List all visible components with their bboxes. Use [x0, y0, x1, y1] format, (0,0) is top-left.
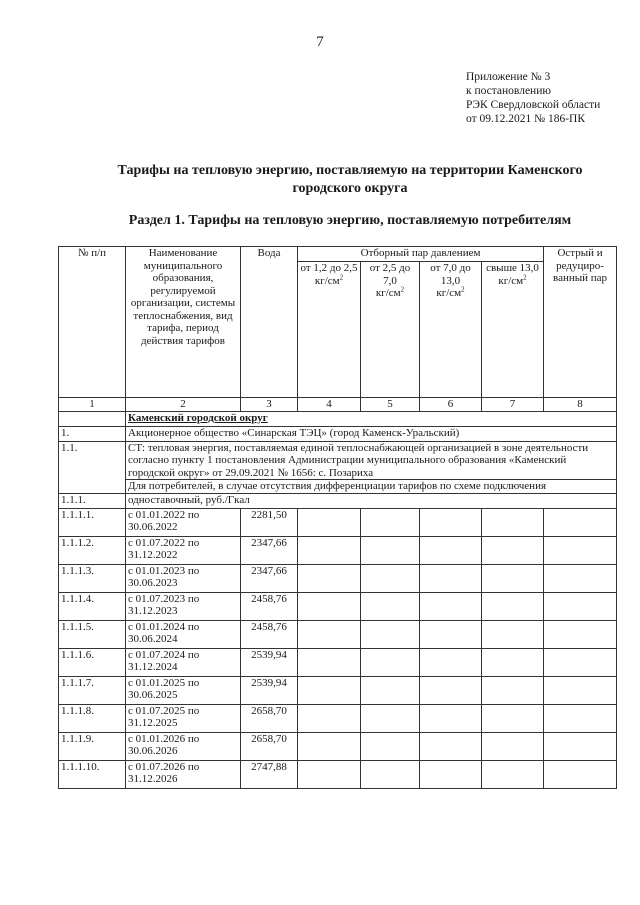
header-pressure-2: от 2,5 до 7,0 $кг/см^2$ — [361, 262, 420, 398]
column-number: 5 — [361, 398, 420, 412]
period-number: 1.1.1.10. — [59, 760, 126, 788]
row-number: 1.1. — [59, 441, 126, 493]
water-tariff-value: 2347,66 — [241, 564, 298, 592]
period-range: с 01.01.2024 по 30.06.2024 — [126, 620, 241, 648]
empty-cell — [420, 592, 482, 620]
column-number: 2 — [126, 398, 241, 412]
document-title — [80, 162, 620, 198]
empty-cell — [361, 564, 420, 592]
empty-cell — [298, 732, 361, 760]
empty-cell — [482, 704, 544, 732]
water-tariff-value: 2281,50 — [241, 508, 298, 536]
column-number: 8 — [544, 398, 617, 412]
header-num: № п/п — [59, 247, 126, 398]
title-line: Тарифы на тепловую энергию, поставляемую на территории Каменского — [117, 163, 583, 178]
empty-cell — [298, 564, 361, 592]
table-row — [59, 564, 617, 592]
column-number: 6 — [420, 398, 482, 412]
empty-cell — [544, 676, 617, 704]
empty-cell — [298, 676, 361, 704]
empty-cell — [361, 508, 420, 536]
table-row — [59, 648, 617, 676]
row-number: 1. — [59, 426, 126, 441]
table-row — [59, 732, 617, 760]
column-number: 1 — [59, 398, 126, 412]
header-pressure-1: от 1,2 до 2,5 $кг/см^2$ — [298, 262, 361, 398]
empty-cell — [420, 564, 482, 592]
table-row — [59, 760, 617, 788]
system-row — [59, 441, 617, 480]
empty-cell — [544, 564, 617, 592]
district-row — [59, 411, 617, 426]
period-range: с 01.01.2025 по 30.06.2025 — [126, 676, 241, 704]
empty-cell — [361, 648, 420, 676]
system-description: СТ: тепловая энергия, поставляемая единой теплоснабжающей организацией в зоне деятельности согласно пункту 1 постановления Администрации муниципального образования «Каменский городской округ» от 29.09.2021 № 1656: с. Позариха — [126, 441, 617, 480]
empty-cell — [544, 648, 617, 676]
period-number: 1.1.1.1. — [59, 508, 126, 536]
period-range: с 01.07.2024 по 31.12.2024 — [126, 648, 241, 676]
empty-cell — [482, 536, 544, 564]
column-number: 4 — [298, 398, 361, 412]
appendix-line: РЭК Свердловской области — [466, 99, 601, 111]
organization-row — [59, 426, 617, 441]
empty-cell — [361, 704, 420, 732]
empty-cell — [420, 620, 482, 648]
empty-cell — [298, 648, 361, 676]
header-steam-group: Отборный пар давлением — [298, 247, 544, 262]
header-pressure-3: от 7,0 до 13,0 $кг/см^2$ — [420, 262, 482, 398]
table-row — [59, 704, 617, 732]
empty-cell — [298, 704, 361, 732]
period-number: 1.1.1.7. — [59, 676, 126, 704]
empty-cell — [420, 648, 482, 676]
water-tariff-value: 2458,76 — [241, 620, 298, 648]
header-pressure-4: свыше 13,0 $кг/см^2$ — [482, 262, 544, 398]
empty-cell — [361, 592, 420, 620]
water-tariff-value: 2539,94 — [241, 676, 298, 704]
column-number-row — [59, 398, 617, 412]
empty-cell — [544, 732, 617, 760]
empty-cell — [420, 676, 482, 704]
empty-cell — [544, 508, 617, 536]
water-tariff-value: 2458,76 — [241, 592, 298, 620]
water-tariff-value: 2658,70 — [241, 732, 298, 760]
empty-cell — [361, 732, 420, 760]
header-sharp-steam: Острый и редуциро-ванный пар — [544, 247, 617, 398]
empty-cell — [361, 676, 420, 704]
period-number: 1.1.1.9. — [59, 732, 126, 760]
page-number: 7 — [316, 34, 324, 50]
water-tariff-value: 2347,66 — [241, 536, 298, 564]
empty-cell — [544, 536, 617, 564]
empty-cell — [482, 592, 544, 620]
period-range: с 01.07.2022 по 31.12.2022 — [126, 536, 241, 564]
period-number: 1.1.1.6. — [59, 648, 126, 676]
appendix-line: от 09.12.2021 № 186-ПК — [466, 113, 586, 125]
empty-cell — [544, 704, 617, 732]
empty-cell — [420, 760, 482, 788]
empty-cell — [482, 620, 544, 648]
empty-cell — [482, 508, 544, 536]
empty-cell — [482, 676, 544, 704]
water-tariff-value: 2658,70 — [241, 704, 298, 732]
appendix-line: Приложение № 3 — [466, 71, 551, 83]
section-title: Раздел 1. Тарифы на тепловую энергию, поставляемую потребителям — [128, 213, 572, 228]
period-range: с 01.01.2023 по 30.06.2023 — [126, 564, 241, 592]
empty-cell — [420, 704, 482, 732]
period-range: с 01.07.2025 по 31.12.2025 — [126, 704, 241, 732]
table-row — [59, 592, 617, 620]
water-tariff-value: 2747,88 — [241, 760, 298, 788]
table-row — [59, 676, 617, 704]
table-row — [59, 508, 617, 536]
empty-cell — [482, 732, 544, 760]
empty-cell — [298, 620, 361, 648]
empty-cell — [361, 620, 420, 648]
period-number: 1.1.1.2. — [59, 536, 126, 564]
table-row — [59, 620, 617, 648]
period-number: 1.1.1.5. — [59, 620, 126, 648]
period-range: с 01.07.2026 по 31.12.2026 — [126, 760, 241, 788]
empty-cell — [420, 508, 482, 536]
empty-cell — [544, 592, 617, 620]
column-number: 7 — [482, 398, 544, 412]
period-number: 1.1.1.3. — [59, 564, 126, 592]
period-range: с 01.01.2022 по 30.06.2022 — [126, 508, 241, 536]
empty-cell — [298, 592, 361, 620]
empty-cell — [298, 508, 361, 536]
empty-cell — [298, 760, 361, 788]
organization-name: Акционерное общество «Синарская ТЭЦ» (город Каменск-Уральский) — [126, 426, 617, 441]
empty-cell — [420, 732, 482, 760]
period-range: с 01.01.2026 по 30.06.2026 — [126, 732, 241, 760]
period-range: с 01.07.2023 по 31.12.2023 — [126, 592, 241, 620]
empty-cell — [298, 536, 361, 564]
empty-cell — [544, 760, 617, 788]
column-number: 3 — [241, 398, 298, 412]
empty-cell — [420, 536, 482, 564]
tariff-table — [58, 246, 617, 789]
district-name: Каменский городской округ — [126, 411, 617, 426]
appendix-line: к постановлению — [466, 85, 551, 97]
period-number: 1.1.1.4. — [59, 592, 126, 620]
empty-cell — [361, 536, 420, 564]
consumers-row — [59, 480, 617, 494]
water-tariff-value: 2539,94 — [241, 648, 298, 676]
empty-cell — [482, 648, 544, 676]
empty-cell — [361, 760, 420, 788]
empty-cell — [544, 620, 617, 648]
title-line: городского округа — [292, 181, 408, 196]
header-name: Наименование муниципального образования, регулируемой организации, системы теплоснабжения, вид тарифа, период действия тарифов — [126, 247, 241, 398]
period-number: 1.1.1.8. — [59, 704, 126, 732]
empty-cell — [482, 760, 544, 788]
consumers-description: Для потребителей, в случае отсутствия дифференциации тарифов по схеме подключения — [126, 480, 617, 494]
header-water: Вода — [241, 247, 298, 398]
table-row — [59, 536, 617, 564]
empty-cell — [482, 564, 544, 592]
row-number: 1.1.1. — [59, 493, 126, 508]
rate-type: одноставочный, руб./Гкал — [126, 493, 617, 508]
rate-row — [59, 493, 617, 508]
appendix-block — [466, 70, 600, 126]
